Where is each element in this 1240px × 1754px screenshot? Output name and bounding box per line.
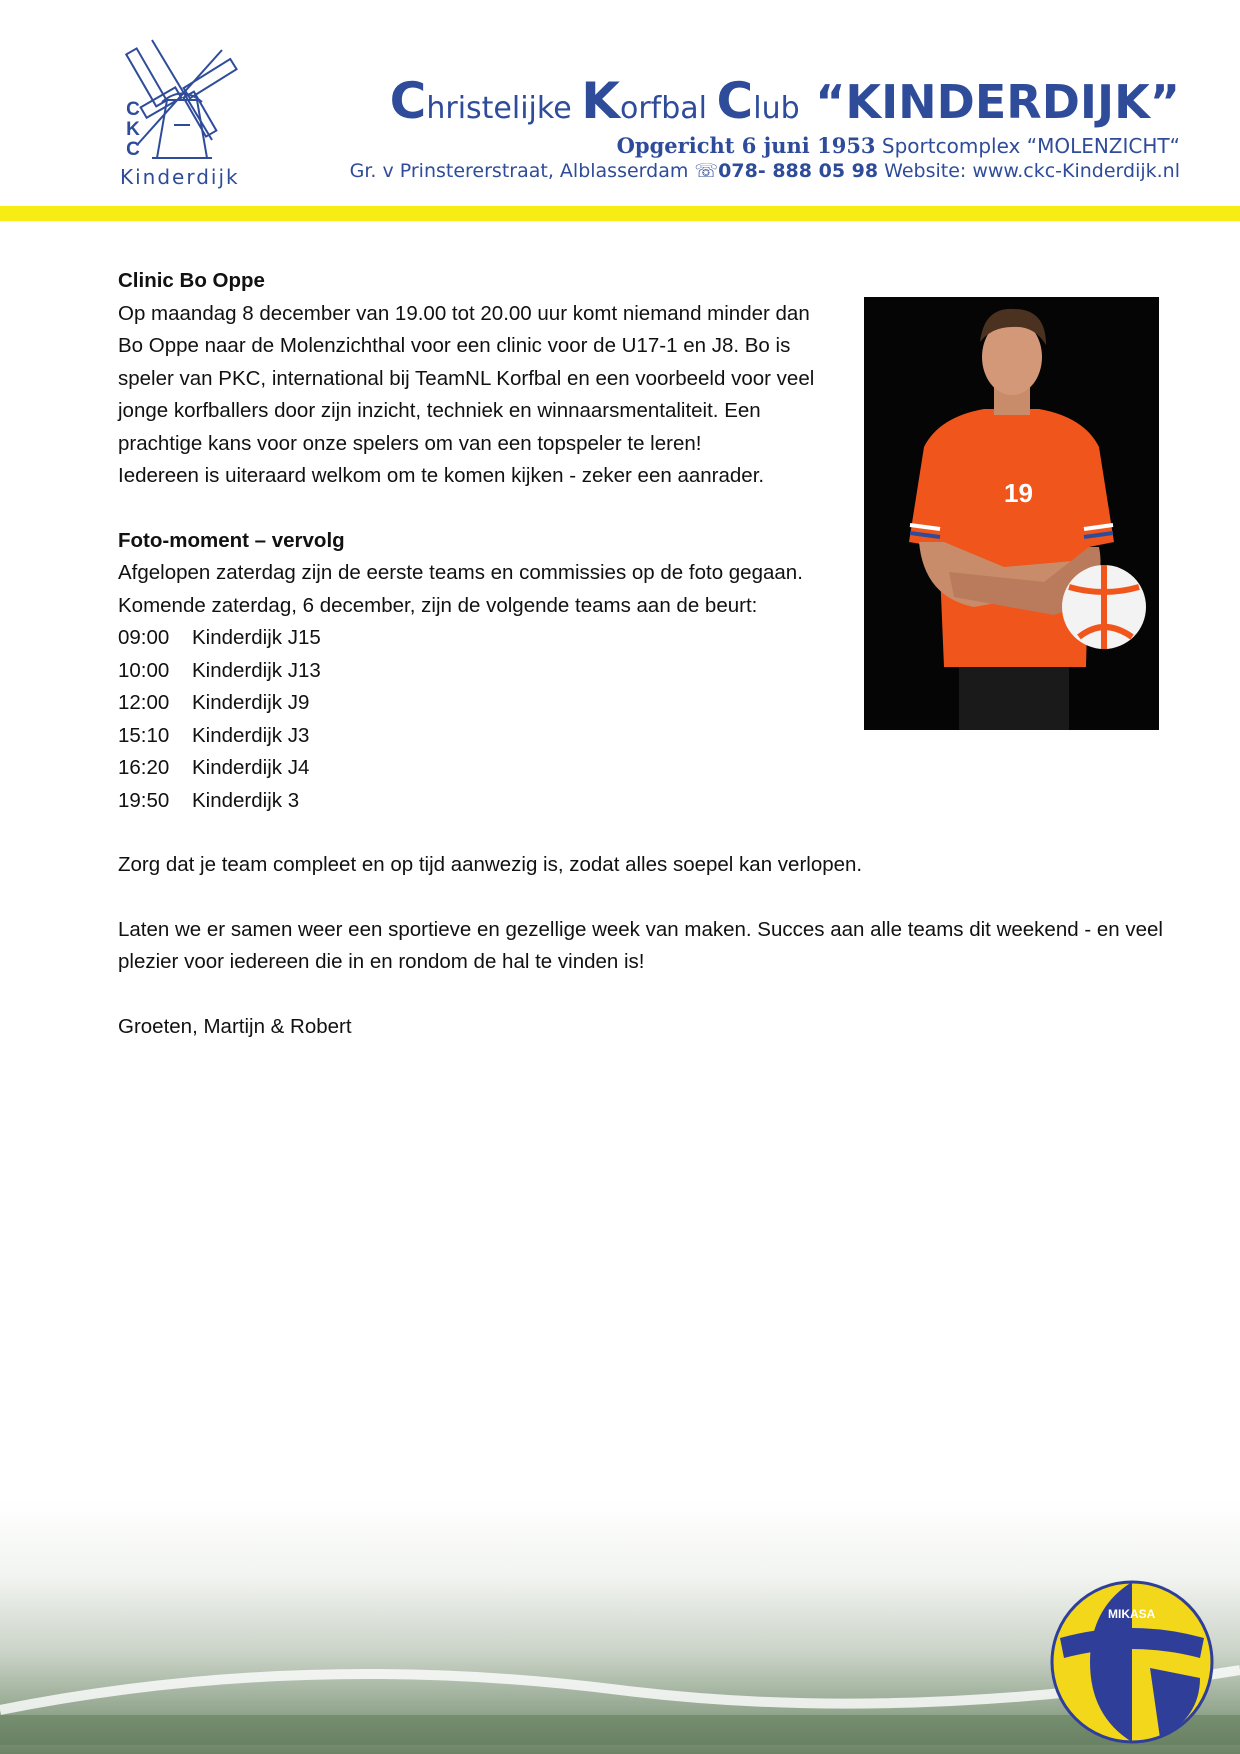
clinic-text: Op maandag 8 december van 19.00 tot 20.00 uur komt niemand minder dan Bo Oppe naar de Molenzichthal voor een clinic voor de U17-1 en J8. Bo is speler van PKC, international bij TeamNL Korfbal en een voorbeeld voor veel jonge korfballers door zijn inzicht, techniek en winnaarsmentaliteit. Een prachtige kans voor onze spelers om van een topspeler te leren! bbox=[118, 301, 815, 455]
schedule-row: 12:00 Kinderdijk J9 bbox=[118, 691, 310, 714]
founded-date: Opgericht 6 juni 1953 bbox=[616, 133, 876, 158]
schedule-row: 16:20 Kinderdijk J4 bbox=[118, 756, 310, 779]
foto-moment-heading: Foto-moment – vervolg bbox=[118, 528, 345, 552]
header-divider bbox=[0, 206, 1240, 221]
schedule-row: 15:10 Kinderdijk J3 bbox=[118, 723, 310, 747]
ball-brand: MIKASA bbox=[1108, 1607, 1156, 1621]
foto-moment-intro: Afgelopen zaterdag zijn de eerste teams en commissies op de foto gegaan. Komende zaterdag, 6 december, zijn de volgende teams aan de beurt: bbox=[118, 561, 803, 617]
schedule-row: 19:50 Kinderdijk 3 bbox=[118, 788, 300, 812]
schedule-row: 10:00 Kinderdijk J13 bbox=[118, 658, 321, 682]
club-name: Christelijke Korfbal Club “KINDERDIJK” bbox=[389, 72, 1180, 130]
newsletter-body bbox=[118, 265, 1180, 1043]
club-founded bbox=[617, 133, 1180, 158]
logo-letters: C K C bbox=[126, 99, 140, 160]
clinic-heading: Clinic Bo Oppe bbox=[118, 269, 265, 292]
schedule-row: 09:00 Kinderdijk J15 bbox=[118, 626, 321, 649]
venue: Sportcomplex “MOLENZICHT“ bbox=[881, 134, 1180, 158]
club-address bbox=[350, 160, 1180, 182]
website[interactable]: Website: www.ckc-Kinderdijk.nl bbox=[884, 160, 1180, 182]
clinic-welcome: Iedereen is uiteraard welkom om te komen kijken - zeker een aanrader. bbox=[118, 464, 765, 487]
phone-number: 078- 888 05 98 bbox=[718, 160, 879, 182]
shirt-number: 19 bbox=[1004, 478, 1033, 508]
address: Gr. v Prinstererstraat, Alblasserdam bbox=[349, 160, 689, 182]
club-logo bbox=[112, 30, 262, 195]
korfball-icon bbox=[1050, 1578, 1214, 1746]
logo-town: Kinderdijk bbox=[120, 165, 240, 189]
signature: Groeten, Martijn & Robert bbox=[118, 1014, 352, 1038]
phone-icon: ☏ bbox=[694, 160, 719, 182]
closing-wish: Laten we er samen weer een sportieve en gezellige week van maken. Succes aan alle teams dit weekend - en veel plezier voor iedereen die in en rondom de hal te vinden is! bbox=[118, 917, 1163, 973]
photo-schedule bbox=[118, 622, 830, 817]
closing-reminder: Zorg dat je team compleet en op tijd aanwezig is, zodat alles soepel kan verlopen. bbox=[118, 853, 863, 876]
letterhead bbox=[0, 0, 1240, 206]
